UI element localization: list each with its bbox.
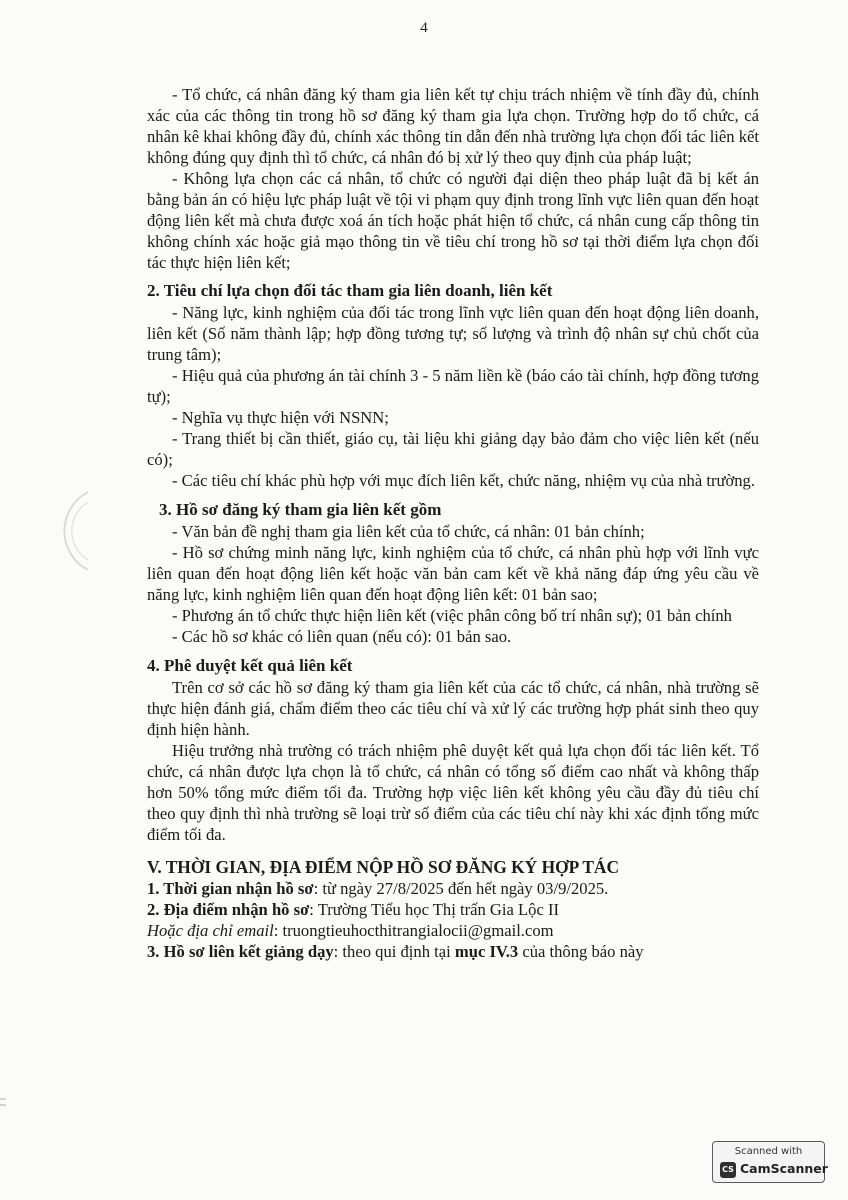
edge-scan-mark: [0, 1096, 10, 1110]
teaching-dossier-label: 3. Hồ sơ liên kết giảng dạy: [147, 942, 334, 961]
email-line: [147, 920, 759, 941]
approval-paragraph: Hiệu trưởng nhà trường có trách nhiệm phê duyệt kết quả lựa chọn đối tác liên kết. Tổ chức, cá nhân được lựa chọn là tổ chức, cá nhân có tổng số điểm cao nhất và không thấp hơn 50% tổng mức điểm tối đa. Trường hợp việc liên kết không yêu cầu đầy đủ tiêu chí theo quy định thì nhà trường sẽ loại trừ số điểm của các tiêu chí này khi xác định tổng mức điểm tối đa.: [147, 741, 759, 844]
paragraph-exclusion: - Không lựa chọn các cá nhân, tổ chức có người đại diện theo pháp luật đã bị kết án bằng bản án có hiệu lực pháp luật về tội vi phạm quy định trong lĩnh vực liên quan đến hoạt động liên kết mà chưa được xoá án tích hoặc phát hiện tổ chức, cá nhân cung cấp thông tin không chính xác hoặc giả mạo thông tin về tiêu chí trong hồ sơ tại thời điểm lựa chọn đối tác thực hiện liên kết;: [147, 169, 759, 272]
dossier-item: - Phương án tổ chức thực hiện liên kết (việc phân công bố trí nhân sự); 01 bản chính: [172, 606, 732, 625]
dossier-item: - Hồ sơ chứng minh năng lực, kinh nghiệm của tổ chức, cá nhân phù hợp với lĩnh vực liên quan đến hoạt động liên kết hoặc văn bản cam kết về khả năng đáp ứng yêu cầu về năng lực, kinh nghiệm liên quan đến hoạt động liên kết: 01 bản sao;: [147, 543, 759, 604]
faded-stamp-bleedthrough: [28, 486, 92, 576]
receiving-place-line: [147, 899, 759, 920]
receiving-time-label: 1. Thời gian nhận hồ sơ: [147, 879, 314, 898]
camscanner-name: CamScanner: [740, 1161, 828, 1176]
scanned-with-text: Scanned with: [734, 1146, 803, 1157]
teaching-dossier-end: của thông báo này: [518, 942, 644, 961]
dossier-item: - Các hồ sơ khác có liên quan (nếu có): 01 bản sao.: [172, 627, 512, 646]
receiving-time-line: [147, 878, 759, 899]
approval-paragraph: Trên cơ sở các hồ sơ đăng ký tham gia liên kết của các tổ chức, cá nhân, nhà trường sẽ thực hiện đánh giá, chấm điểm theo các tiêu chí và xử lý các trường hợp phát sinh theo quy định hiện hành.: [147, 678, 759, 739]
email-address: : truongtieuhocthitrangialocii@gmail.com: [273, 921, 554, 940]
section-3-heading: 3. Hồ sơ đăng ký tham gia liên kết gồm: [159, 500, 442, 519]
teaching-dossier-text: : theo qui định tại: [333, 942, 455, 961]
section-2-heading: 2. Tiêu chí lựa chọn đối tác tham gia liên doanh, liên kết: [147, 281, 553, 300]
receiving-time-value: : từ ngày 27/8/2025 đến hết ngày 03/9/2025.: [313, 879, 609, 898]
criteria-item: - Năng lực, kinh nghiệm của đối tác trong lĩnh vực liên quan đến hoạt động liên doanh, liên kết (Số năm thành lập; hợp đồng tương tự; số lượng và trình độ nhân sự chủ chốt của trung tâm);: [147, 303, 759, 364]
receiving-place-label: 2. Địa điểm nhận hồ sơ: [147, 900, 310, 919]
criteria-item: - Trang thiết bị cần thiết, giáo cụ, tài liệu khi giảng dạy bảo đảm cho việc liên kết (nếu có);: [147, 429, 759, 469]
criteria-item: - Các tiêu chí khác phù hợp với mục đích liên kết, chức năng, nhiệm vụ của nhà trường.: [172, 471, 755, 490]
criteria-item: - Nghĩa vụ thực hiện với NSNN;: [172, 408, 389, 427]
paragraph-responsibility: - Tổ chức, cá nhân đăng ký tham gia liên kết tự chịu trách nhiệm về tính đầy đủ, chính xác của các thông tin trong hồ sơ đăng ký tham gia lựa chọn. Trường hợp do tổ chức, cá nhân kê khai không đầy đủ, chính xác thông tin dẫn đến nhà trường lựa chọn đối tác liên kết không đúng quy định thì tổ chức, cá nhân đó bị xử lý theo quy định của pháp luật;: [147, 85, 759, 167]
email-label: Hoặc địa chỉ email: [147, 921, 274, 940]
dossier-item: - Văn bản đề nghị tham gia liên kết của tổ chức, cá nhân: 01 bản chính;: [172, 522, 645, 541]
receiving-place-value: : Trường Tiểu học Thị trấn Gia Lộc II: [309, 900, 560, 919]
page-number: 4: [420, 20, 428, 36]
criteria-item: - Hiệu quả của phương án tài chính 3 - 5 năm liền kề (báo cáo tài chính, hợp đồng tương tự);: [147, 366, 759, 406]
teaching-dossier-ref: mục IV.3: [454, 942, 519, 961]
camscanner-badge: [712, 1141, 828, 1183]
camscanner-logo-icon: CS: [720, 1162, 736, 1178]
document-body: [147, 84, 759, 962]
section-4-heading: 4. Phê duyệt kết quả liên kết: [147, 656, 353, 675]
teaching-dossier-line: [147, 941, 759, 962]
section-v-heading: V. THỜI GIAN, ĐỊA ĐIỂM NỘP HỒ SƠ ĐĂNG KÝ HỢP TÁC: [147, 857, 620, 877]
